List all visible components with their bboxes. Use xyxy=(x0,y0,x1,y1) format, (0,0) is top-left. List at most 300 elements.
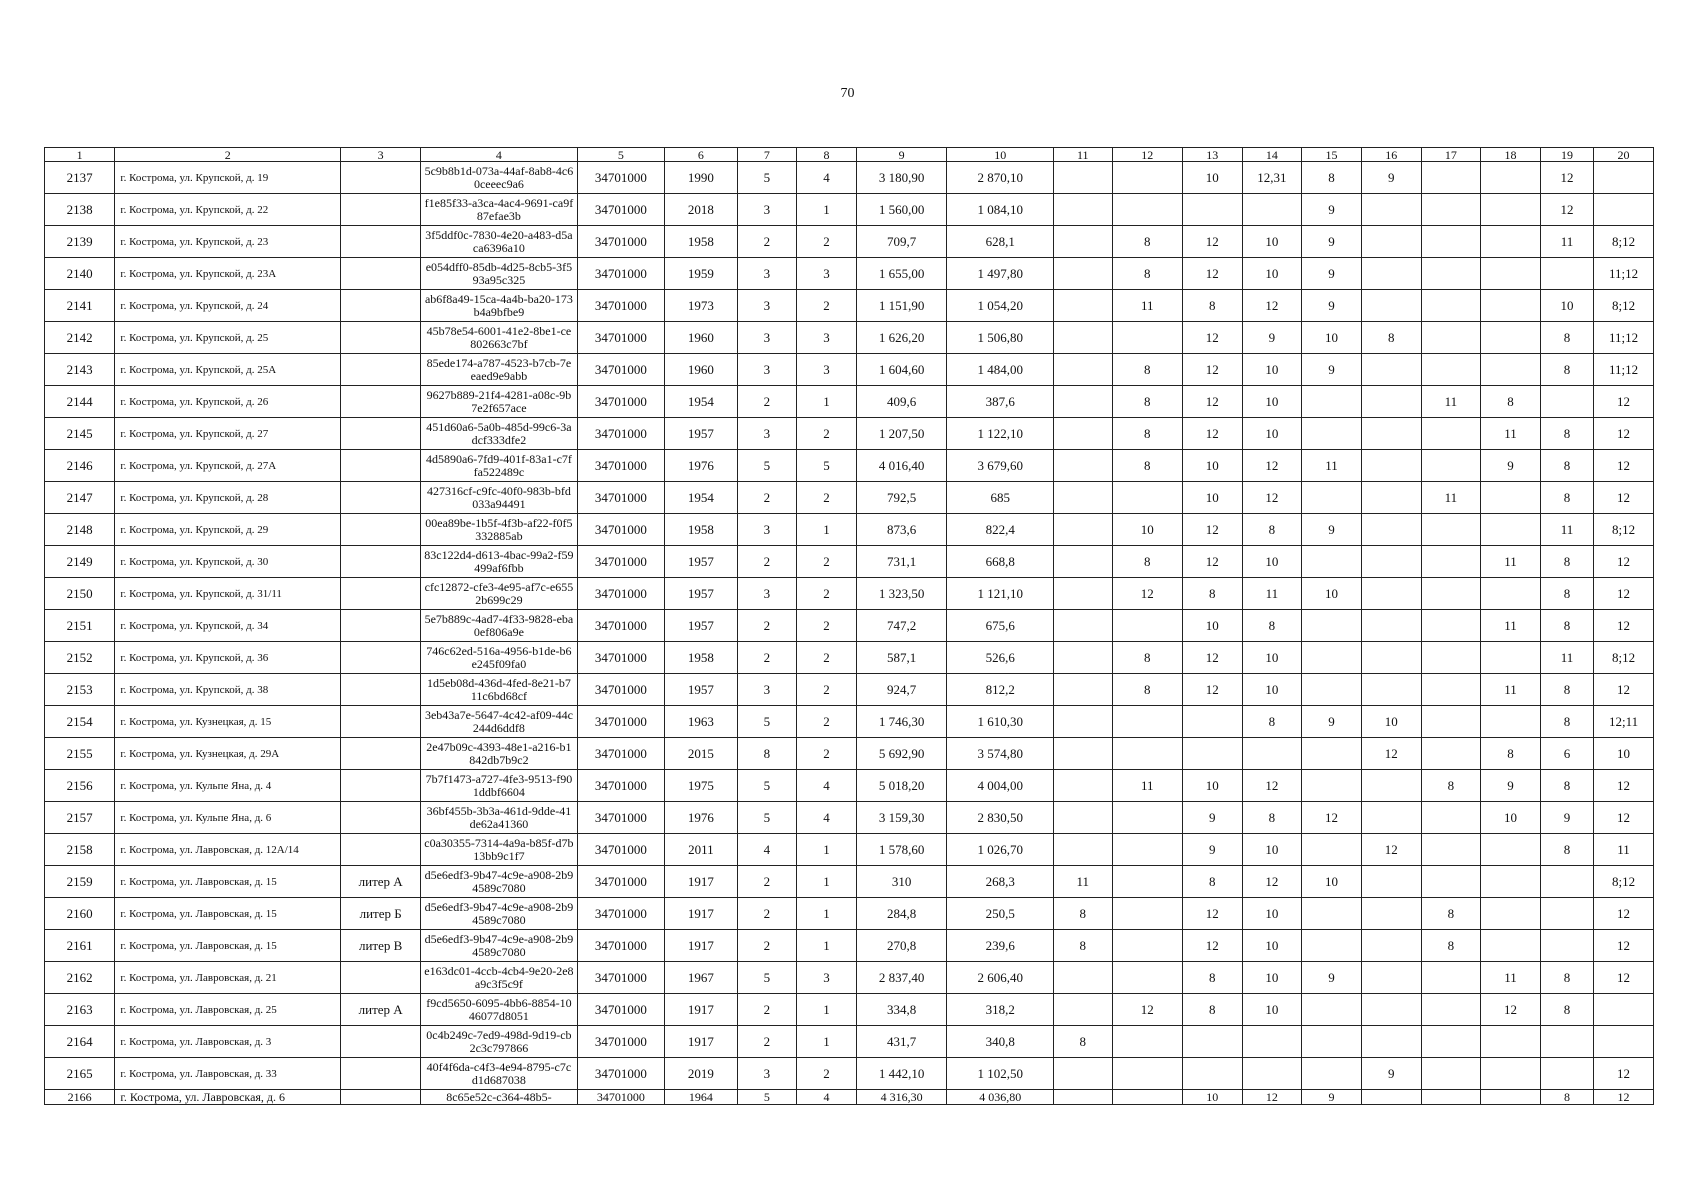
entrances-cell: 4 xyxy=(797,770,857,802)
col-13-cell xyxy=(1182,1026,1242,1058)
col-20-cell: 8;12 xyxy=(1594,514,1654,546)
floors-cell: 3 xyxy=(737,290,797,322)
col-11-cell xyxy=(1053,290,1112,322)
col-19-cell: 10 xyxy=(1540,290,1593,322)
address-cell: г. Кострома, ул. Крупской, д. 25 xyxy=(115,322,341,354)
entrances-cell: 1 xyxy=(797,1026,857,1058)
col-20-cell: 12 xyxy=(1594,546,1654,578)
col-20-cell: 12;11 xyxy=(1594,706,1654,738)
row-number-cell: 2151 xyxy=(45,610,115,642)
liter-cell: литер Б xyxy=(341,898,421,930)
oktmo-code-cell: 34701000 xyxy=(577,450,664,482)
col-18-cell: 11 xyxy=(1481,418,1541,450)
floors-cell: 2 xyxy=(737,386,797,418)
liter-cell xyxy=(341,386,421,418)
col-19-cell: 8 xyxy=(1540,578,1593,610)
total-area-cell: 3 159,30 xyxy=(856,802,947,834)
col-13-cell: 9 xyxy=(1182,834,1242,866)
col-19-cell xyxy=(1540,258,1593,290)
address-cell: г. Кострома, ул. Кульпе Яна, д. 4 xyxy=(115,770,341,802)
entrances-cell: 4 xyxy=(797,162,857,194)
build-year-cell: 1917 xyxy=(665,866,737,898)
col-16-cell xyxy=(1361,290,1421,322)
col-13-cell xyxy=(1182,738,1242,770)
row-number-cell: 2152 xyxy=(45,642,115,674)
col-15-cell xyxy=(1302,930,1362,962)
col-13-cell: 8 xyxy=(1182,962,1242,994)
house-guid-cell: 7b7f1473-a727-4fe3-9513-f901ddbf6604 xyxy=(421,770,578,802)
oktmo-code-cell: 34701000 xyxy=(577,866,664,898)
entrances-cell: 2 xyxy=(797,738,857,770)
col-18-cell xyxy=(1481,258,1541,290)
table-header xyxy=(45,148,1654,162)
liter-cell xyxy=(341,770,421,802)
col-14-cell: 12 xyxy=(1242,290,1302,322)
entrances-cell: 3 xyxy=(797,322,857,354)
living-area-cell: 318,2 xyxy=(947,994,1054,1026)
address-cell: г. Кострома, ул. Крупской, д. 25А xyxy=(115,354,341,386)
build-year-cell: 1917 xyxy=(665,898,737,930)
oktmo-code-cell: 34701000 xyxy=(577,738,664,770)
col-17-cell: 11 xyxy=(1421,386,1481,418)
registry-table xyxy=(44,147,1654,1105)
col-11-cell xyxy=(1053,578,1112,610)
col-14-cell: 8 xyxy=(1242,802,1302,834)
house-guid-cell: e054dff0-85db-4d25-8cb5-3f593a95c325 xyxy=(421,258,578,290)
address-cell: г. Кострома, ул. Крупской, д. 38 xyxy=(115,674,341,706)
house-guid-cell: 9627b889-21f4-4281-a08c-9b7e2f657ace xyxy=(421,386,578,418)
col-15-cell xyxy=(1302,738,1362,770)
col-14-cell xyxy=(1242,1058,1302,1090)
column-number-13: 13 xyxy=(1182,148,1242,162)
liter-cell xyxy=(341,162,421,194)
column-number-4: 4 xyxy=(421,148,578,162)
col-11-cell xyxy=(1053,194,1112,226)
floors-cell: 5 xyxy=(737,962,797,994)
col-14-cell: 10 xyxy=(1242,930,1302,962)
living-area-cell: 387,6 xyxy=(947,386,1054,418)
table-row xyxy=(45,802,1654,834)
living-area-cell: 526,6 xyxy=(947,642,1054,674)
col-11-cell xyxy=(1053,802,1112,834)
table-row xyxy=(45,610,1654,642)
floors-cell: 5 xyxy=(737,706,797,738)
living-area-cell: 3 574,80 xyxy=(947,738,1054,770)
col-12-cell: 8 xyxy=(1112,642,1182,674)
liter-cell xyxy=(341,482,421,514)
entrances-cell: 1 xyxy=(797,898,857,930)
col-20-cell: 11;12 xyxy=(1594,322,1654,354)
entrances-cell: 1 xyxy=(797,866,857,898)
liter-cell xyxy=(341,962,421,994)
col-19-cell: 12 xyxy=(1540,162,1593,194)
col-20-cell: 8;12 xyxy=(1594,866,1654,898)
col-14-cell: 12 xyxy=(1242,482,1302,514)
row-number-cell: 2150 xyxy=(45,578,115,610)
col-13-cell: 8 xyxy=(1182,290,1242,322)
col-12-cell: 12 xyxy=(1112,994,1182,1026)
col-13-cell: 10 xyxy=(1182,162,1242,194)
col-16-cell: 8 xyxy=(1361,322,1421,354)
address-cell: г. Кострома, ул. Крупской, д. 29 xyxy=(115,514,341,546)
col-19-cell xyxy=(1540,898,1593,930)
col-16-cell xyxy=(1361,642,1421,674)
oktmo-code-cell: 34701000 xyxy=(577,610,664,642)
floors-cell: 5 xyxy=(737,770,797,802)
oktmo-code-cell: 34701000 xyxy=(577,962,664,994)
col-14-cell: 10 xyxy=(1242,546,1302,578)
row-number-cell: 2163 xyxy=(45,994,115,1026)
liter-cell xyxy=(341,578,421,610)
col-19-cell: 6 xyxy=(1540,738,1593,770)
address-cell: г. Кострома, ул. Крупской, д. 19 xyxy=(115,162,341,194)
build-year-cell: 1954 xyxy=(665,386,737,418)
col-13-cell: 10 xyxy=(1182,450,1242,482)
col-20-cell: 12 xyxy=(1594,1058,1654,1090)
table-row xyxy=(45,994,1654,1026)
col-12-cell xyxy=(1112,1026,1182,1058)
col-16-cell xyxy=(1361,194,1421,226)
col-17-cell: 8 xyxy=(1421,898,1481,930)
oktmo-code-cell: 34701000 xyxy=(577,482,664,514)
floors-cell: 2 xyxy=(737,546,797,578)
liter-cell xyxy=(341,834,421,866)
table-row xyxy=(45,450,1654,482)
house-guid-cell: 5c9b8b1d-073a-44af-8ab8-4c60ceeec9a6 xyxy=(421,162,578,194)
living-area-cell: 628,1 xyxy=(947,226,1054,258)
col-14-cell: 8 xyxy=(1242,610,1302,642)
col-17-cell xyxy=(1421,514,1481,546)
oktmo-code-cell: 34701000 xyxy=(577,546,664,578)
liter-cell xyxy=(341,642,421,674)
col-20-cell: 8;12 xyxy=(1594,642,1654,674)
row-number-cell: 2138 xyxy=(45,194,115,226)
table-row xyxy=(45,226,1654,258)
entrances-cell: 2 xyxy=(797,482,857,514)
table-row xyxy=(45,258,1654,290)
col-16-cell xyxy=(1361,610,1421,642)
col-20-cell: 12 xyxy=(1594,450,1654,482)
living-area-cell: 1 506,80 xyxy=(947,322,1054,354)
col-11-cell xyxy=(1053,738,1112,770)
row-number-cell: 2147 xyxy=(45,482,115,514)
col-16-cell xyxy=(1361,226,1421,258)
col-11-cell xyxy=(1053,674,1112,706)
col-19-cell: 8 xyxy=(1540,610,1593,642)
col-15-cell: 9 xyxy=(1302,706,1362,738)
col-20-cell xyxy=(1594,1026,1654,1058)
col-12-cell xyxy=(1112,194,1182,226)
col-11-cell xyxy=(1053,482,1112,514)
living-area-cell: 685 xyxy=(947,482,1054,514)
col-11-cell: 8 xyxy=(1053,898,1112,930)
build-year-cell: 1959 xyxy=(665,258,737,290)
col-16-cell xyxy=(1361,674,1421,706)
col-13-cell: 12 xyxy=(1182,642,1242,674)
house-guid-cell: 8c65e52c-c364-48b5- xyxy=(421,1090,578,1105)
liter-cell xyxy=(341,706,421,738)
col-20-cell: 12 xyxy=(1594,770,1654,802)
col-19-cell xyxy=(1540,930,1593,962)
total-area-cell: 924,7 xyxy=(856,674,947,706)
col-16-cell xyxy=(1361,770,1421,802)
row-number-cell: 2144 xyxy=(45,386,115,418)
col-16-cell xyxy=(1361,994,1421,1026)
col-17-cell xyxy=(1421,578,1481,610)
col-14-cell: 12 xyxy=(1242,770,1302,802)
living-area-cell: 4 004,00 xyxy=(947,770,1054,802)
table-row xyxy=(45,834,1654,866)
col-17-cell xyxy=(1421,674,1481,706)
col-13-cell xyxy=(1182,1058,1242,1090)
liter-cell xyxy=(341,290,421,322)
house-guid-cell: 3f5ddf0c-7830-4e20-a483-d5aca6396a10 xyxy=(421,226,578,258)
house-guid-cell: 746c62ed-516a-4956-b1de-b6e245f09fa0 xyxy=(421,642,578,674)
col-13-cell: 12 xyxy=(1182,898,1242,930)
build-year-cell: 1976 xyxy=(665,802,737,834)
oktmo-code-cell: 34701000 xyxy=(577,834,664,866)
oktmo-code-cell: 34701000 xyxy=(577,1058,664,1090)
address-cell: г. Кострома, ул. Крупской, д. 26 xyxy=(115,386,341,418)
floors-cell: 5 xyxy=(737,450,797,482)
col-11-cell xyxy=(1053,962,1112,994)
floors-cell: 2 xyxy=(737,1026,797,1058)
total-area-cell: 1 626,20 xyxy=(856,322,947,354)
col-15-cell xyxy=(1302,674,1362,706)
col-12-cell xyxy=(1112,610,1182,642)
col-17-cell xyxy=(1421,354,1481,386)
col-15-cell: 9 xyxy=(1302,194,1362,226)
col-12-cell: 8 xyxy=(1112,258,1182,290)
living-area-cell: 1 102,50 xyxy=(947,1058,1054,1090)
col-18-cell xyxy=(1481,866,1541,898)
column-number-14: 14 xyxy=(1242,148,1302,162)
col-13-cell: 12 xyxy=(1182,930,1242,962)
col-17-cell: 8 xyxy=(1421,930,1481,962)
address-cell: г. Кострома, ул. Кузнецкая, д. 15 xyxy=(115,706,341,738)
oktmo-code-cell: 34701000 xyxy=(577,386,664,418)
column-number-2: 2 xyxy=(115,148,341,162)
oktmo-code-cell: 34701000 xyxy=(577,322,664,354)
col-16-cell xyxy=(1361,258,1421,290)
col-16-cell xyxy=(1361,514,1421,546)
address-cell: г. Кострома, ул. Крупской, д. 27 xyxy=(115,418,341,450)
address-cell: г. Кострома, ул. Крупской, д. 31/11 xyxy=(115,578,341,610)
row-number-cell: 2145 xyxy=(45,418,115,450)
col-18-cell xyxy=(1481,514,1541,546)
col-16-cell xyxy=(1361,546,1421,578)
col-17-cell xyxy=(1421,706,1481,738)
col-12-cell: 11 xyxy=(1112,290,1182,322)
col-19-cell: 8 xyxy=(1540,706,1593,738)
floors-cell: 3 xyxy=(737,354,797,386)
floors-cell: 2 xyxy=(737,866,797,898)
total-area-cell: 731,1 xyxy=(856,546,947,578)
col-18-cell: 8 xyxy=(1481,738,1541,770)
col-13-cell: 10 xyxy=(1182,770,1242,802)
total-area-cell: 431,7 xyxy=(856,1026,947,1058)
liter-cell xyxy=(341,354,421,386)
total-area-cell: 747,2 xyxy=(856,610,947,642)
col-19-cell xyxy=(1540,1026,1593,1058)
col-14-cell: 8 xyxy=(1242,706,1302,738)
floors-cell: 2 xyxy=(737,482,797,514)
total-area-cell: 270,8 xyxy=(856,930,947,962)
col-15-cell xyxy=(1302,834,1362,866)
col-15-cell xyxy=(1302,770,1362,802)
col-18-cell xyxy=(1481,834,1541,866)
col-17-cell xyxy=(1421,738,1481,770)
col-14-cell: 11 xyxy=(1242,578,1302,610)
house-guid-cell: 00ea89be-1b5f-4f3b-af22-f0f5332885ab xyxy=(421,514,578,546)
col-14-cell: 10 xyxy=(1242,898,1302,930)
floors-cell: 3 xyxy=(737,418,797,450)
floors-cell: 3 xyxy=(737,578,797,610)
build-year-cell: 1958 xyxy=(665,514,737,546)
col-13-cell: 8 xyxy=(1182,578,1242,610)
col-19-cell: 8 xyxy=(1540,450,1593,482)
col-19-cell: 8 xyxy=(1540,482,1593,514)
floors-cell: 2 xyxy=(737,642,797,674)
col-17-cell xyxy=(1421,1026,1481,1058)
col-15-cell: 9 xyxy=(1302,962,1362,994)
living-area-cell: 1 084,10 xyxy=(947,194,1054,226)
col-17-cell xyxy=(1421,258,1481,290)
col-20-cell: 8;12 xyxy=(1594,290,1654,322)
col-20-cell: 12 xyxy=(1594,962,1654,994)
col-16-cell xyxy=(1361,578,1421,610)
column-number-17: 17 xyxy=(1421,148,1481,162)
col-19-cell: 9 xyxy=(1540,802,1593,834)
col-11-cell xyxy=(1053,258,1112,290)
table-row xyxy=(45,738,1654,770)
col-14-cell: 10 xyxy=(1242,674,1302,706)
col-19-cell xyxy=(1540,386,1593,418)
house-guid-cell: ab6f8a49-15ca-4a4b-ba20-173b4a9bfbe9 xyxy=(421,290,578,322)
col-17-cell xyxy=(1421,866,1481,898)
col-11-cell xyxy=(1053,610,1112,642)
col-15-cell: 10 xyxy=(1302,322,1362,354)
build-year-cell: 2019 xyxy=(665,1058,737,1090)
house-guid-cell: d5e6edf3-9b47-4c9e-a908-2b94589c7080 xyxy=(421,898,578,930)
liter-cell xyxy=(341,258,421,290)
living-area-cell: 1 026,70 xyxy=(947,834,1054,866)
entrances-cell: 1 xyxy=(797,514,857,546)
oktmo-code-cell: 34701000 xyxy=(577,514,664,546)
build-year-cell: 1957 xyxy=(665,578,737,610)
oktmo-code-cell: 34701000 xyxy=(577,290,664,322)
col-16-cell xyxy=(1361,1090,1421,1105)
floors-cell: 3 xyxy=(737,322,797,354)
col-16-cell xyxy=(1361,1026,1421,1058)
col-15-cell xyxy=(1302,386,1362,418)
col-20-cell: 8;12 xyxy=(1594,226,1654,258)
col-14-cell xyxy=(1242,1026,1302,1058)
build-year-cell: 2018 xyxy=(665,194,737,226)
total-area-cell: 5 018,20 xyxy=(856,770,947,802)
address-cell: г. Кострома, ул. Крупской, д. 28 xyxy=(115,482,341,514)
col-20-cell: 12 xyxy=(1594,802,1654,834)
liter-cell xyxy=(341,514,421,546)
col-19-cell: 12 xyxy=(1540,194,1593,226)
table-row xyxy=(45,866,1654,898)
col-20-cell: 11 xyxy=(1594,834,1654,866)
col-12-cell: 8 xyxy=(1112,546,1182,578)
oktmo-code-cell: 34701000 xyxy=(577,674,664,706)
col-19-cell xyxy=(1540,1058,1593,1090)
col-11-cell xyxy=(1053,322,1112,354)
total-area-cell: 709,7 xyxy=(856,226,947,258)
row-number-cell: 2143 xyxy=(45,354,115,386)
liter-cell xyxy=(341,738,421,770)
entrances-cell: 1 xyxy=(797,930,857,962)
table-row xyxy=(45,1058,1654,1090)
col-13-cell: 12 xyxy=(1182,514,1242,546)
col-17-cell xyxy=(1421,450,1481,482)
row-number-cell: 2141 xyxy=(45,290,115,322)
col-16-cell: 9 xyxy=(1361,1058,1421,1090)
col-12-cell xyxy=(1112,1058,1182,1090)
entrances-cell: 2 xyxy=(797,418,857,450)
living-area-cell: 3 679,60 xyxy=(947,450,1054,482)
col-11-cell xyxy=(1053,994,1112,1026)
total-area-cell: 310 xyxy=(856,866,947,898)
house-guid-cell: d5e6edf3-9b47-4c9e-a908-2b94589c7080 xyxy=(421,930,578,962)
col-19-cell: 8 xyxy=(1540,1090,1593,1105)
house-guid-cell: 36bf455b-3b3a-461d-9dde-41de62a41360 xyxy=(421,802,578,834)
floors-cell: 4 xyxy=(737,834,797,866)
col-12-cell: 12 xyxy=(1112,578,1182,610)
living-area-cell: 1 121,10 xyxy=(947,578,1054,610)
col-11-cell xyxy=(1053,1058,1112,1090)
col-15-cell: 9 xyxy=(1302,514,1362,546)
col-11-cell xyxy=(1053,770,1112,802)
col-11-cell xyxy=(1053,226,1112,258)
col-11-cell xyxy=(1053,450,1112,482)
house-guid-cell: 83c122d4-d613-4bac-99a2-f59499af6fbb xyxy=(421,546,578,578)
col-17-cell xyxy=(1421,226,1481,258)
col-11-cell: 8 xyxy=(1053,1026,1112,1058)
house-guid-cell: 5e7b889c-4ad7-4f33-9828-eba0ef806a9e xyxy=(421,610,578,642)
col-13-cell: 12 xyxy=(1182,354,1242,386)
row-number-cell: 2161 xyxy=(45,930,115,962)
col-17-cell xyxy=(1421,1090,1481,1105)
row-number-cell: 2165 xyxy=(45,1058,115,1090)
entrances-cell: 2 xyxy=(797,290,857,322)
address-cell: г. Кострома, ул. Лавровская, д. 33 xyxy=(115,1058,341,1090)
col-18-cell: 9 xyxy=(1481,450,1541,482)
col-12-cell: 8 xyxy=(1112,418,1182,450)
col-20-cell: 12 xyxy=(1594,1090,1654,1105)
col-18-cell xyxy=(1481,290,1541,322)
living-area-cell: 675,6 xyxy=(947,610,1054,642)
column-number-8: 8 xyxy=(797,148,857,162)
liter-cell xyxy=(341,322,421,354)
col-15-cell: 9 xyxy=(1302,354,1362,386)
house-guid-cell: 4d5890a6-7fd9-401f-83a1-c7ffa522489c xyxy=(421,450,578,482)
col-13-cell: 9 xyxy=(1182,802,1242,834)
address-cell: г. Кострома, ул. Крупской, д. 34 xyxy=(115,610,341,642)
row-number-cell: 2162 xyxy=(45,962,115,994)
table-row xyxy=(45,354,1654,386)
col-18-cell: 11 xyxy=(1481,674,1541,706)
table-row xyxy=(45,386,1654,418)
column-number-7: 7 xyxy=(737,148,797,162)
column-number-5: 5 xyxy=(577,148,664,162)
col-13-cell: 12 xyxy=(1182,674,1242,706)
table-row xyxy=(45,642,1654,674)
col-20-cell: 12 xyxy=(1594,482,1654,514)
